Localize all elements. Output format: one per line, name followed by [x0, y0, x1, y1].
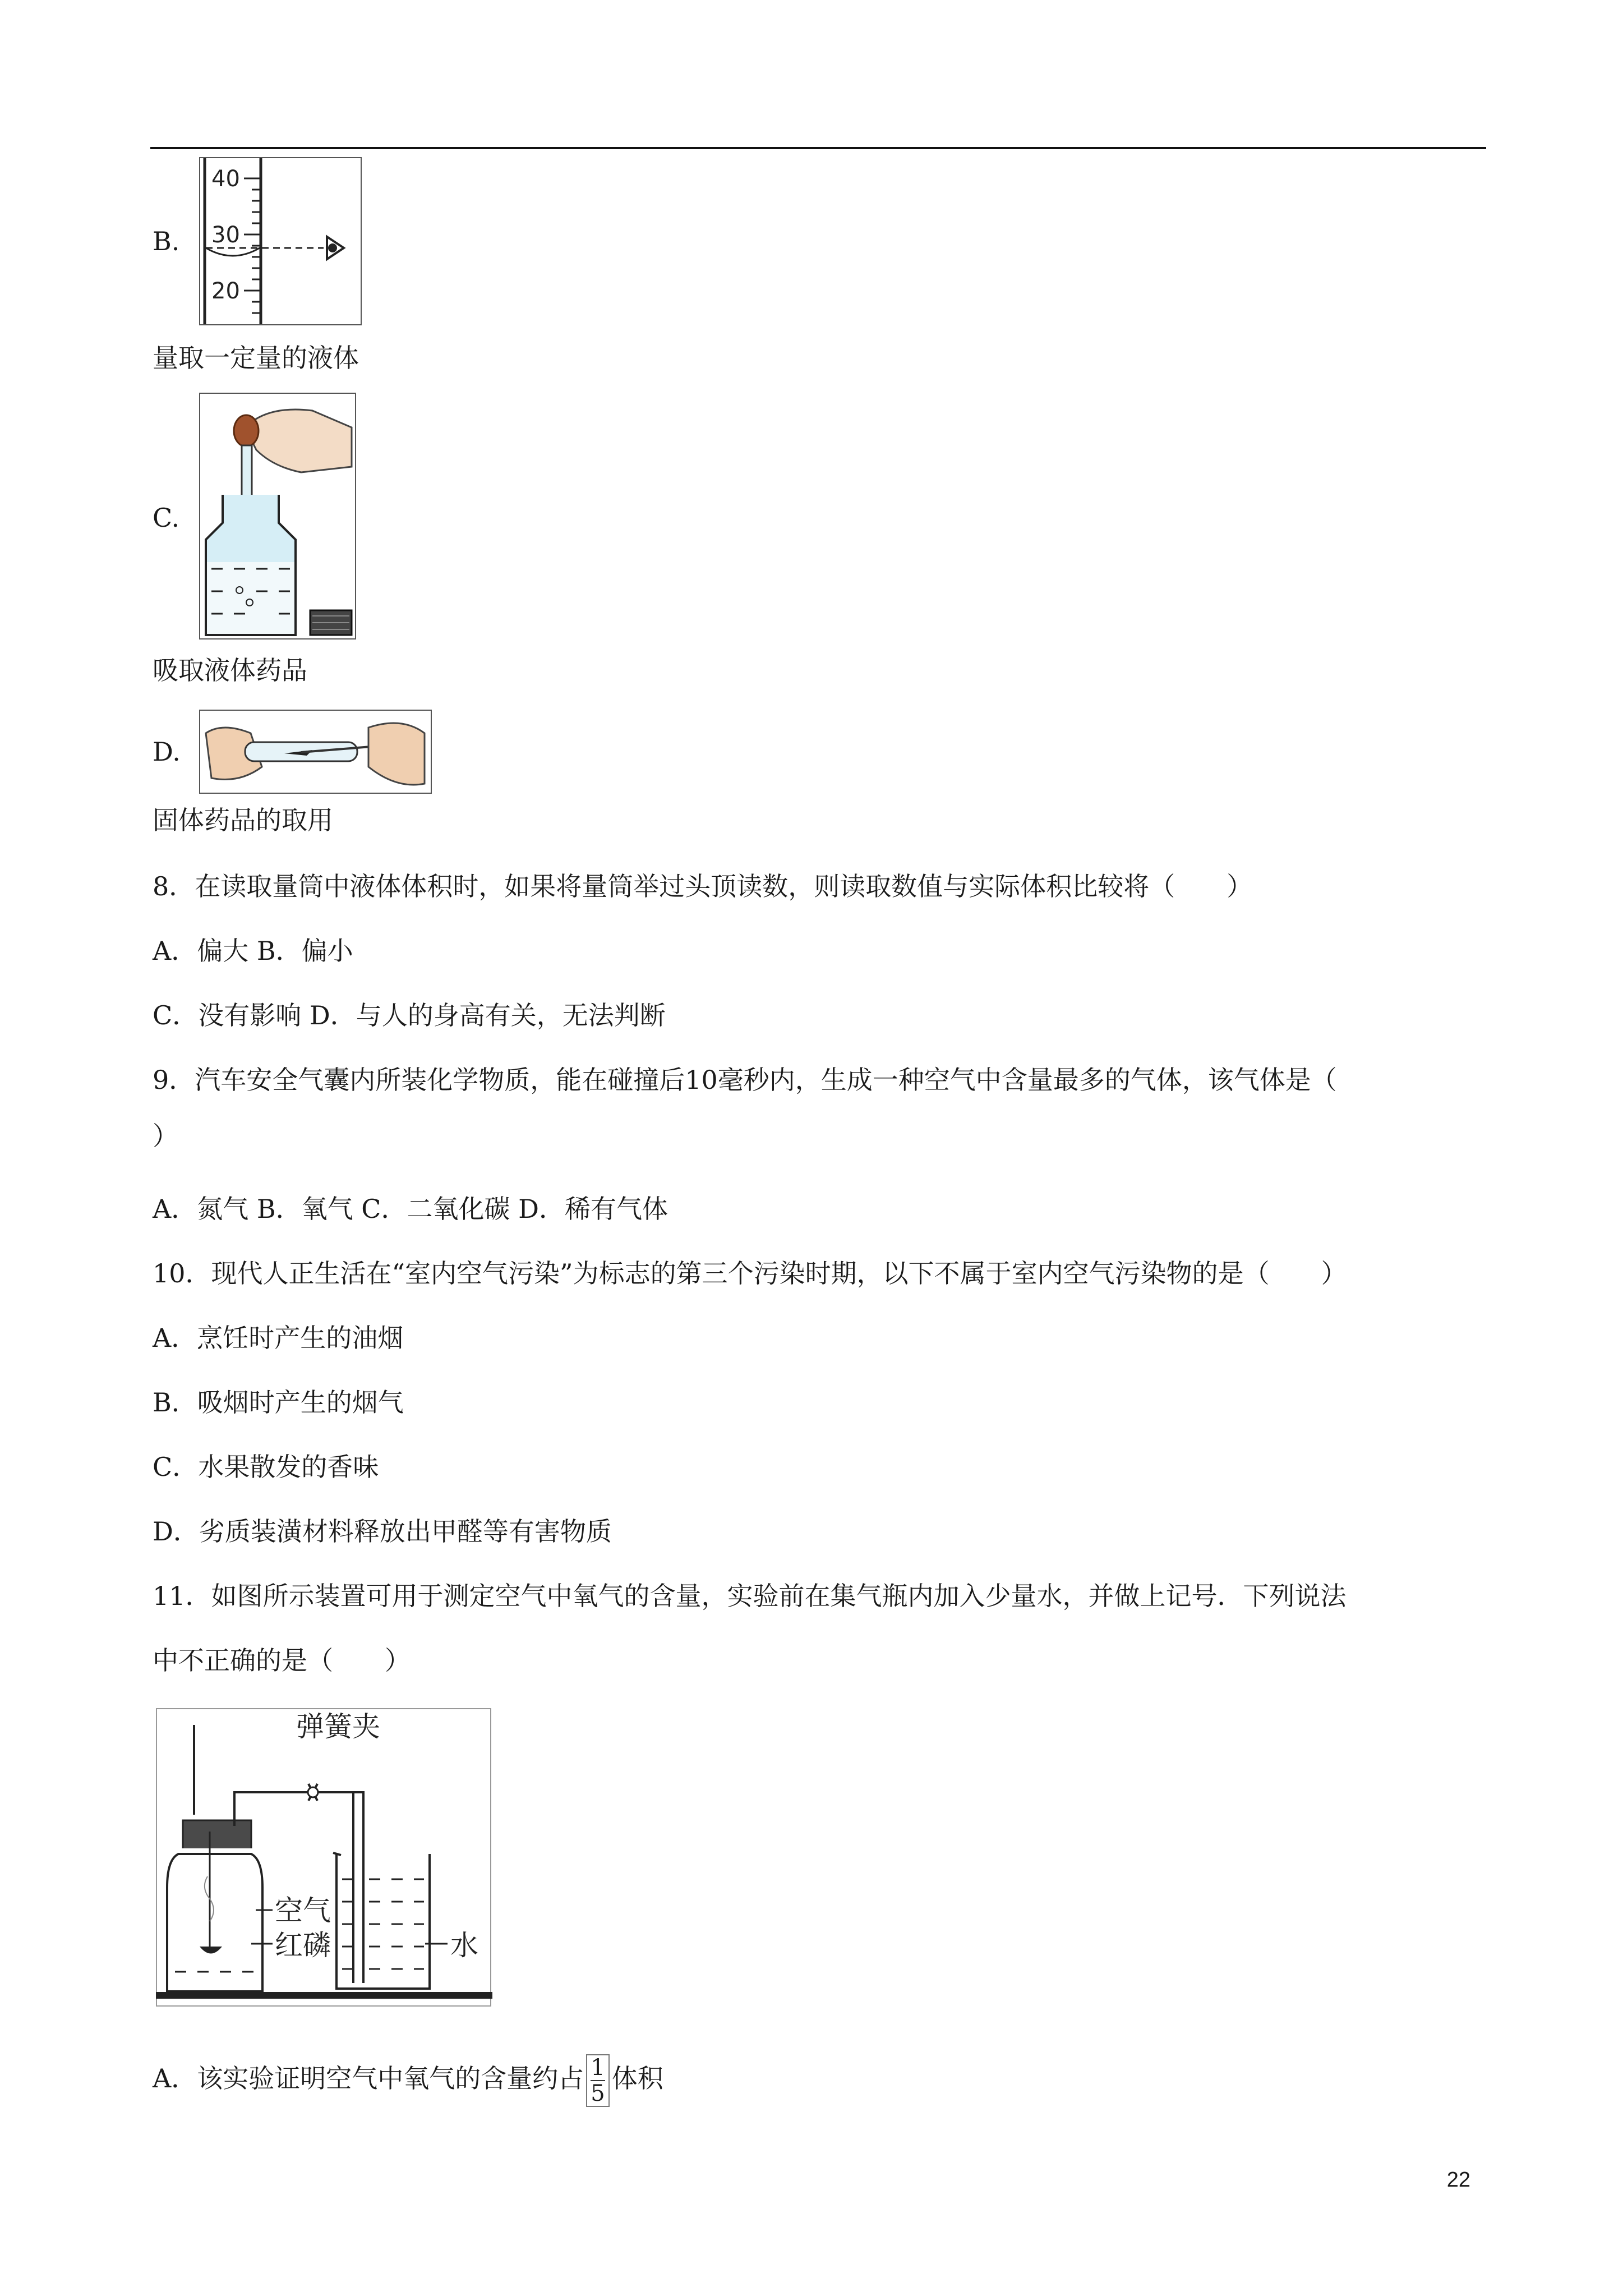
question-11-option-a-suffix: 体积 [611, 2063, 663, 2093]
oxygen-content-apparatus-figure [156, 1708, 492, 2008]
header-rule [150, 147, 1486, 149]
dropper-bottle-figure [199, 393, 356, 639]
question-10-option-d: D．劣质装潢材料释放出甲醛等有害物质 [153, 1516, 612, 1547]
question-11-stem-line2: 中不正确的是（ ） [153, 1645, 411, 1676]
question-11-stem-line1: 11．如图所示装置可用于测定空气中氧气的含量，实验前在集气瓶内加入少量水，并做上记号．下列说法 [153, 1581, 1347, 1611]
question-9-stem-line2: ） [153, 1121, 178, 1151]
question-10-option-b: B．吸烟时产生的烟气 [153, 1387, 404, 1418]
fraction-denominator: 5 [591, 2081, 605, 2106]
question-8-stem: 8．在读取量筒中液体体积时，如果将量筒举过头顶读数，则读取数值与实际体积比较将（ ） [153, 871, 1253, 901]
one-fifth-fraction [586, 2054, 609, 2107]
question-8-options-ab: A．偏大 B．偏小 [153, 936, 353, 966]
scale-label-30: 30 [211, 222, 240, 248]
question-8-options-cd: C．没有影响 D．与人的身高有关，无法判断 [153, 1000, 666, 1030]
fraction-numerator: 1 [591, 2055, 605, 2081]
option-d-caption: 固体药品的取用 [153, 805, 333, 835]
page-number: 22 [1446, 2168, 1470, 2192]
air-label: 空气 [275, 1894, 331, 1927]
question-9-stem-line1: 9．汽车安全气囊内所装化学物质，能在碰撞后10毫秒内，生成一种空气中含量最多的气体，该气体是（ [153, 1065, 1337, 1095]
cylinder-reading-figure [199, 157, 362, 325]
clamp-label: 弹簧夹 [296, 1710, 380, 1743]
question-10-option-a: A．烹饪时产生的油烟 [153, 1323, 404, 1353]
scale-label-20: 20 [211, 278, 240, 304]
red-phosphorus-label: 红磷 [275, 1929, 331, 1962]
option-c-caption: 吸取液体药品 [153, 655, 307, 685]
option-b-label: B. [153, 226, 180, 256]
question-10-option-c: C．水果散发的香味 [153, 1452, 379, 1482]
question-11-option-a-text: A．该实验证明空气中氧气的含量约占 [153, 2063, 584, 2093]
option-c-label: C. [153, 503, 180, 533]
option-b-caption: 量取一定量的液体 [153, 343, 359, 373]
solid-reagent-figure [199, 710, 432, 794]
scale-label-40: 40 [211, 166, 240, 192]
question-11-option-a [153, 2050, 663, 2107]
water-label: 水 [450, 1929, 478, 1962]
question-9-options: A．氮气 B．氧气 C．二氧化碳 D．稀有气体 [153, 1194, 668, 1224]
option-d-label: D. [153, 737, 181, 767]
question-10-stem: 10．现代人正生活在“室内空气污染”为标志的第三个污染时期，以下不属于室内空气污染物的是（ ） [153, 1258, 1347, 1289]
